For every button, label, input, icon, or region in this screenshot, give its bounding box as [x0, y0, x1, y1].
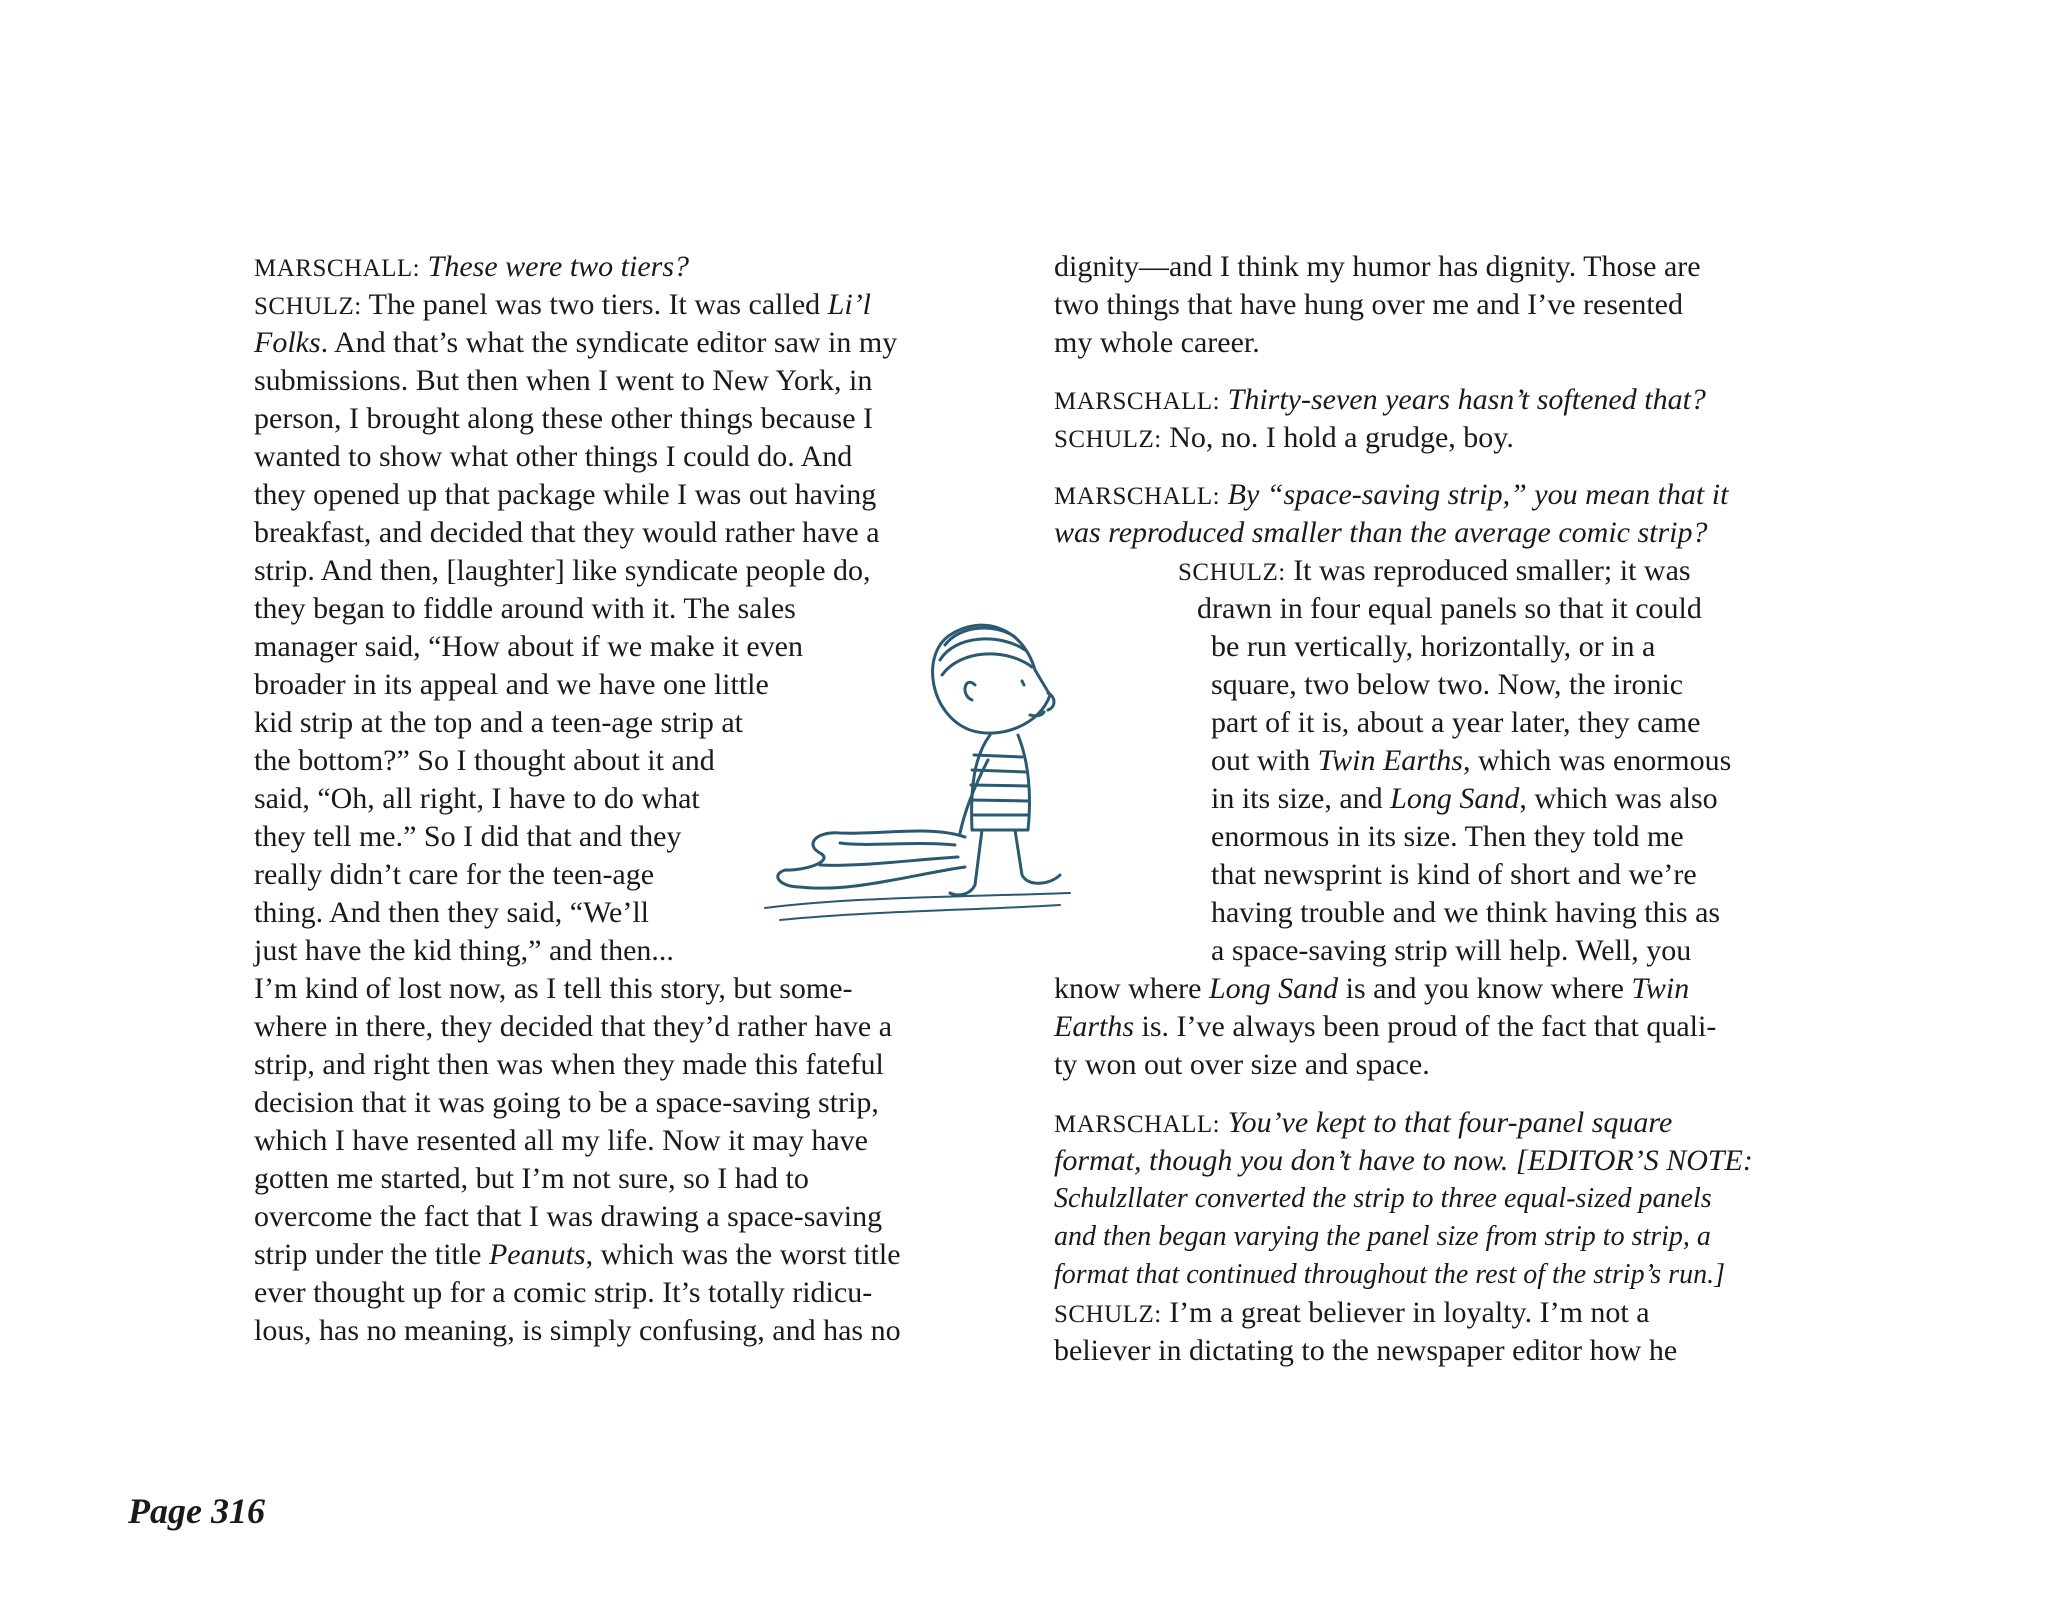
- speaker-label: MARSCHALL:: [1054, 388, 1221, 415]
- text-line: really didn’t care for the teen-age: [254, 858, 655, 891]
- text-line: believer in dictating to the newspaper editor how he: [1054, 1334, 1678, 1367]
- text-line: drawn in four equal panels so that it could: [1197, 592, 1702, 625]
- question: By “space-saving strip,” you mean that it: [1227, 478, 1729, 511]
- text-line: I’m kind of lost now, as I tell this story, but some-: [254, 972, 853, 1005]
- text-line: they opened up that package while I was out having: [254, 478, 877, 511]
- answer-text: out with: [1211, 744, 1318, 777]
- title-italic: Folks: [254, 326, 321, 359]
- text-line: gotten me started, but I’m not sure, so I had to: [254, 1162, 809, 1195]
- title-italic: Long Sand: [1390, 782, 1520, 815]
- text-line: square, two below two. Now, the ironic: [1211, 668, 1684, 701]
- blanket-folds: [820, 843, 958, 865]
- text-line: wanted to show what other things I could do. And: [254, 440, 853, 473]
- text-line: [1178, 552, 1691, 592]
- answer-text: . And that’s what the syndicate editor saw in my: [320, 326, 898, 359]
- text-line: lous, has no meaning, is simply confusing, and has no: [254, 1314, 901, 1347]
- eye: [1022, 681, 1024, 685]
- text-line: manager said, “How about if we make it even: [254, 630, 803, 663]
- text-line: where in there, they decided that they’d rather have a: [254, 1010, 893, 1043]
- text-line: kid strip at the top and a teen-age strip at: [254, 706, 744, 739]
- title-italic: Peanuts: [488, 1238, 586, 1271]
- editor-note: format that continued throughout the rest of the strip’s run.]: [1054, 1259, 1725, 1290]
- text-line: breakfast, and decided that they would rather have a: [254, 516, 880, 549]
- text-line: the bottom?” So I thought about it and: [254, 744, 715, 777]
- answer-text: I’m a great believer in loyalty. I’m not a: [1169, 1296, 1650, 1329]
- title-italic: Earths: [1054, 1010, 1135, 1043]
- legs: [950, 830, 1060, 895]
- ear: [965, 682, 975, 700]
- speaker-label: SCHULZ:: [254, 293, 362, 320]
- linus-drawing: [765, 625, 1070, 920]
- question: You’ve kept to that four-panel square: [1227, 1106, 1673, 1139]
- text-line: that newsprint is kind of short and we’re: [1211, 858, 1697, 891]
- text-line: [254, 286, 871, 326]
- hair-lines: [940, 628, 1032, 675]
- answer-text: No, no. I hold a grudge, boy.: [1169, 421, 1514, 454]
- text-line: [1054, 1294, 1650, 1334]
- title-italic: Li’l: [827, 288, 872, 321]
- answer-text: is. I’ve always been proud of the fact that quali-: [1134, 1010, 1717, 1043]
- text-line: having trouble and we think having this as: [1211, 896, 1721, 929]
- text-line: overcome the fact that I was drawing a space-saving: [254, 1200, 883, 1233]
- shirt-stripes: [971, 755, 1029, 815]
- text-line: person, I brought along these other things because I: [254, 402, 873, 435]
- text-line: [1054, 476, 1728, 516]
- text-line: dignity—and I think my humor has dignity. Those are: [1054, 250, 1701, 283]
- text-line: [1054, 1008, 1716, 1046]
- speaker-label: MARSCHALL:: [1054, 1111, 1221, 1138]
- question-line: was reproduced smaller than the average comic strip?: [1054, 516, 1708, 549]
- text-line: ty won out over size and space.: [1054, 1048, 1430, 1081]
- text-line: two things that have hung over me and I’ve resented: [1054, 288, 1683, 321]
- text-line: [1054, 970, 1689, 1008]
- ground-lines: [765, 893, 1070, 920]
- text-line: be run vertically, horizontally, or in a: [1211, 630, 1656, 663]
- text-line: thing. And then they said, “We’ll: [254, 896, 650, 929]
- answer-text: strip under the title: [254, 1238, 489, 1271]
- text-line: [1054, 381, 1706, 421]
- speaker-label: SCHULZ:: [1054, 1301, 1162, 1328]
- text-line: enormous in its size. Then they told me: [1211, 820, 1684, 853]
- answer-text: It was reproduced smaller; it was: [1293, 554, 1691, 587]
- answer-text: The panel was two tiers. It was called: [368, 288, 828, 321]
- speaker-label: SCHULZ:: [1054, 426, 1162, 453]
- text-line: strip. And then, [laughter] like syndicate people do,: [254, 554, 871, 587]
- text-line: [254, 1236, 901, 1274]
- speaker-label: MARSCHALL:: [1054, 483, 1221, 510]
- text-line: my whole career.: [1054, 326, 1260, 359]
- text-line: [1211, 742, 1731, 780]
- question-line: format, though you don’t have to now. [EDITOR’S NOTE:: [1054, 1144, 1753, 1177]
- answer-text: is and you know where: [1338, 972, 1632, 1005]
- answer-text: , which was also: [1519, 782, 1718, 815]
- text-line: [1211, 780, 1718, 818]
- question: These were two tiers?: [427, 250, 690, 283]
- question: Thirty-seven years hasn’t softened that?: [1227, 383, 1706, 416]
- text-line: which I have resented all my life. Now it may have: [254, 1124, 868, 1157]
- text-line: just have the kid thing,” and then...: [254, 934, 674, 967]
- text-line: said, “Oh, all right, I have to do what: [254, 782, 700, 815]
- text-line: broader in its appeal and we have one little: [254, 668, 769, 701]
- text-line: submissions. But then when I went to New York, in: [254, 364, 873, 397]
- page-number: Page 316: [128, 1491, 265, 1531]
- answer-text: , which was the worst title: [585, 1238, 901, 1271]
- text-line: part of it is, about a year later, they came: [1211, 706, 1701, 739]
- text-line: they tell me.” So I did that and they: [254, 820, 682, 853]
- linus-illustration: [760, 575, 1200, 955]
- speaker-label: MARSCHALL:: [254, 255, 421, 282]
- face-lines: [1030, 693, 1054, 716]
- text-line: decision that it was going to be a space-saving strip,: [254, 1086, 879, 1119]
- text-line: ever thought up for a comic strip. It’s totally ridicu-: [254, 1276, 873, 1309]
- title-italic: Twin: [1631, 972, 1690, 1005]
- text-line: strip, and right then was when they made this fateful: [254, 1048, 884, 1081]
- answer-text: know where: [1054, 972, 1209, 1005]
- text-line: [254, 324, 897, 362]
- editor-note: and then began varying the panel size from strip to strip, a: [1054, 1221, 1711, 1252]
- speaker-label: SCHULZ:: [1178, 559, 1286, 586]
- text-line: [254, 248, 689, 288]
- answer-text: , which was enormous: [1462, 744, 1732, 777]
- title-italic: Long Sand: [1208, 972, 1339, 1005]
- text-line: they began to fiddle around with it. The sales: [254, 592, 796, 625]
- text-line: [1054, 1104, 1672, 1144]
- text-line: a space-saving strip will help. Well, you: [1211, 934, 1692, 967]
- title-italic: Twin Earths: [1317, 744, 1463, 777]
- answer-text: in its size, and: [1211, 782, 1391, 815]
- editor-note: Schulzllater converted the strip to three equal-sized panels: [1054, 1183, 1712, 1214]
- text-line: [1054, 419, 1514, 459]
